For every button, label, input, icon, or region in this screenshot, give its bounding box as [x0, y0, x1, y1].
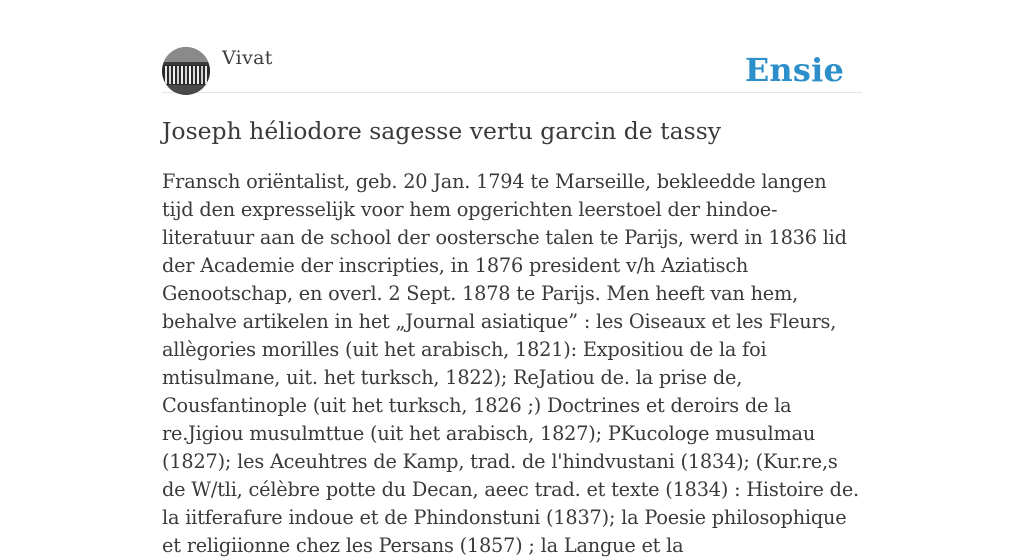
article-page — [162, 0, 862, 557]
book-spines-avatar-icon — [162, 47, 210, 95]
site-header — [162, 46, 862, 93]
author-avatar[interactable] — [162, 47, 210, 95]
article-title: Joseph héliodore sagesse vertu garcin de tassy — [162, 117, 722, 145]
article-body: Fransch oriëntalist, geb. 20 Jan. 1794 te Marseille, bekleedde langen tijd den expresselijk voor hem opgerichten leerstoel der hindoe-literatuur aan de school der oostersche talen te Parijs, werd in 1836 lid der Academie der inscripties, in 1876 president v/h Aziatisch Genootschap, en overl. 2 Sept. 1878 te Parijs. Men heeft van hem, behalve artikelen in het „Journal asiatique” : les Oiseaux et les Fleurs, allègories morilles (uit het arabisch, 1821): Expositiou de la foi mtisulmane, uit. het turksch, 1822); ReJatiou de. la prise de, Cousfantinople (uit het turksch, 1826 ;) Doctrines et deroirs de la re.Jigiou musulmttue (uit het arabisch, 1827); PKucologe musulmau (1827); les Aceuhtres de Kamp, trad. de l'hindvustani (1834); (Kur.re,s de W/tli, célèbre potte du Decan, aeec trad. et texte (1834) : Histoire de. la iitferafure indoue et de Phindonstuni (1837); la Poesie philosophique et religiionne chez les Persans (1857) ; la Langue et la — [162, 170, 859, 557]
author-name[interactable]: Vivat — [222, 47, 273, 69]
brand-logo[interactable]: Ensie — [744, 51, 844, 89]
